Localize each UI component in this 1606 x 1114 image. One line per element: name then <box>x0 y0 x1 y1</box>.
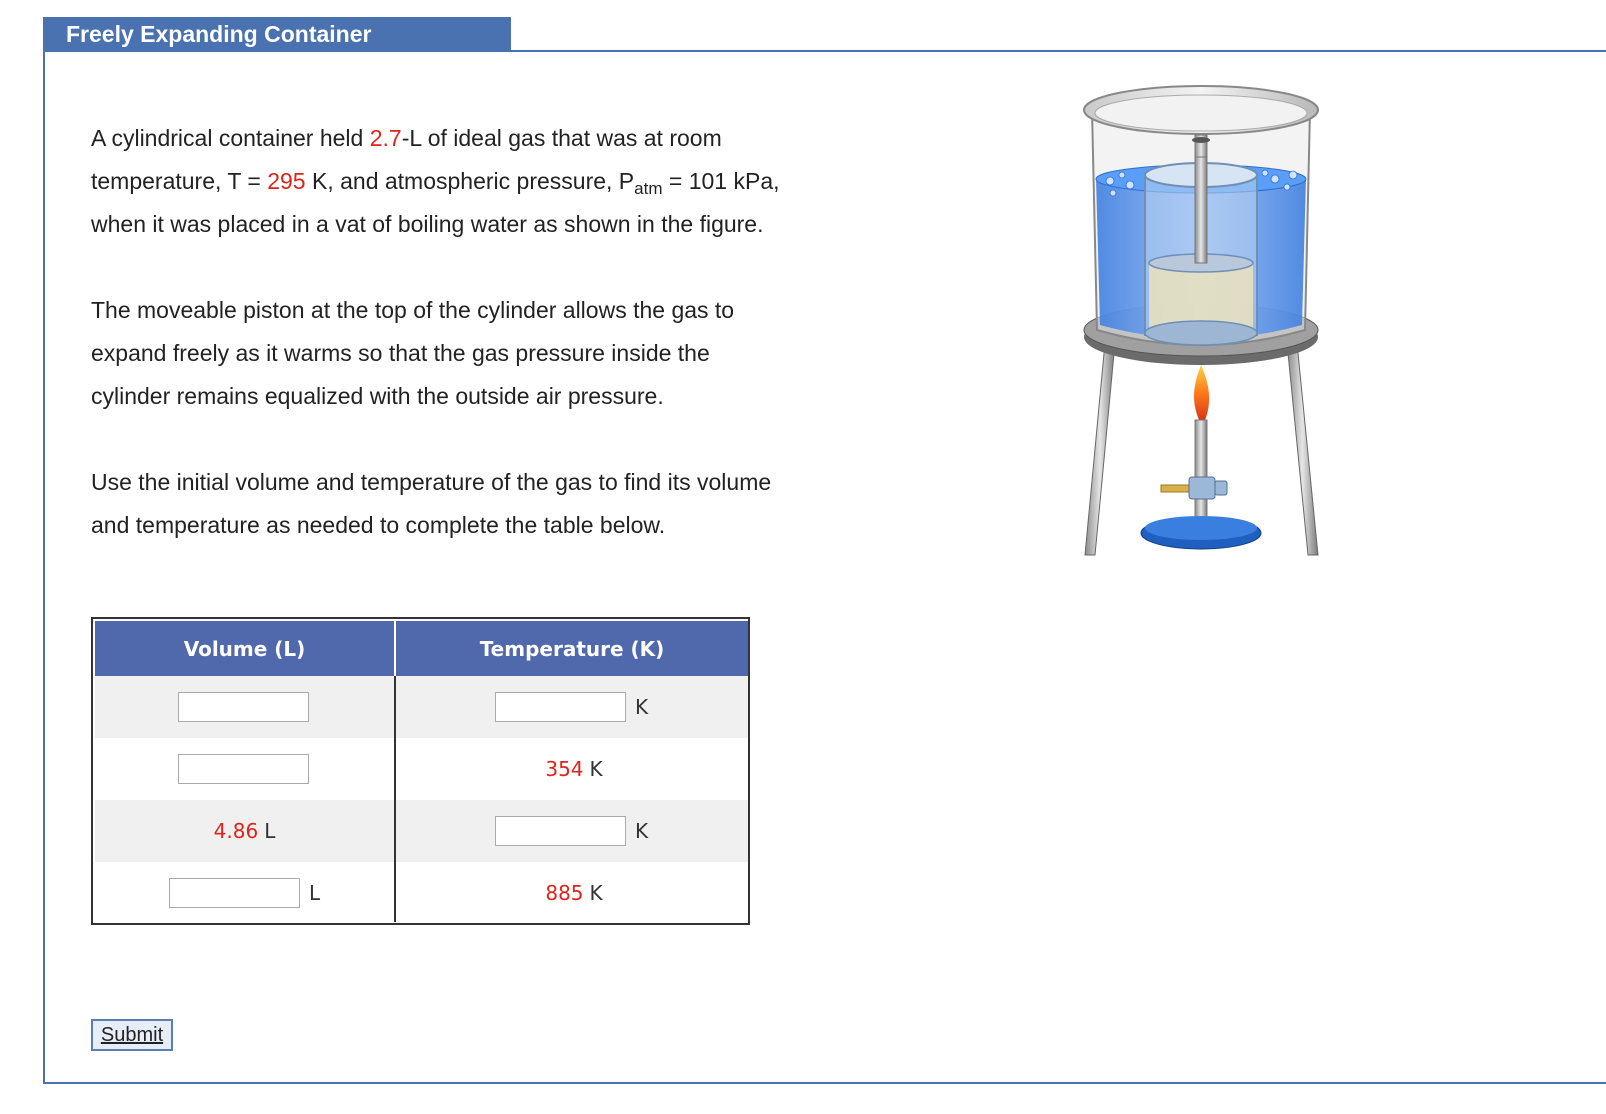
given-temperature-value: 885 <box>545 881 584 905</box>
volume-cell <box>178 676 309 738</box>
given-volume-value: 4.86 <box>213 819 259 843</box>
temperature-cell <box>495 800 648 862</box>
tripod-leg-right <box>1287 343 1318 555</box>
header-volume: Volume (L) <box>95 621 394 676</box>
intro-paragraph-1 <box>91 117 831 246</box>
panel-title: Freely Expanding Container <box>66 21 372 47</box>
volume-input[interactable] <box>178 754 309 784</box>
flame <box>1194 365 1209 420</box>
volume-cell <box>95 800 394 862</box>
temperature-input[interactable] <box>495 692 626 722</box>
volume-input[interactable] <box>178 692 309 722</box>
vat-rim-inner <box>1095 95 1307 131</box>
panel-title-tab <box>43 17 511 51</box>
valve-knob <box>1215 481 1227 495</box>
table-row <box>95 862 748 924</box>
temperature-cell <box>398 862 750 924</box>
text-run: -L of ideal gas that was at room temperature, T = <box>91 125 722 194</box>
burner-tube <box>1195 420 1207 520</box>
submit-button[interactable]: Submit <box>91 1019 173 1051</box>
intro-paragraph-3: Use the initial volume and temperature of the gas to find its volume and temperature as needed to complete the table below. <box>91 469 772 538</box>
tripod-leg-left <box>1085 343 1115 555</box>
unit-label: L <box>264 819 276 843</box>
unit-label: K <box>589 757 603 781</box>
given-volume: 2.7 <box>369 125 402 151</box>
temperature-cell <box>398 738 750 800</box>
cylinder-base <box>1145 321 1257 345</box>
table-row <box>95 738 748 800</box>
table-row <box>95 676 748 738</box>
unit-label: K <box>635 819 649 843</box>
table-row <box>95 800 748 862</box>
unit-label: K <box>589 881 603 905</box>
volume-input[interactable] <box>169 878 300 908</box>
text-run: = 101 kPa, when it was placed in a vat of boiling water as shown in the figure. <box>91 168 780 237</box>
intro-paragraph-2: The moveable piston at the top of the cylinder allows the gas to expand freely as it warms so that the gas pressure inside the cylinder remains equalized with the outside air pressure. <box>91 297 735 409</box>
text-run: A cylindrical container held <box>91 125 370 151</box>
given-temperature: 295 <box>267 168 306 194</box>
column-divider <box>394 676 396 922</box>
volume-cell <box>178 738 309 800</box>
unit-label: L <box>309 881 321 905</box>
subscript-atm: atm <box>634 179 663 198</box>
volume-cell <box>169 862 320 924</box>
temperature-cell <box>495 676 648 738</box>
given-temperature-value: 354 <box>545 757 584 781</box>
header-temperature: Temperature (K) <box>396 621 748 676</box>
burner-base-top <box>1145 516 1257 540</box>
volume-temperature-table <box>91 617 750 925</box>
air-valve <box>1189 477 1215 499</box>
piston-rod-cap <box>1192 137 1210 143</box>
unit-label: K <box>635 695 649 719</box>
piston-rod <box>1195 155 1207 263</box>
text-run: K, and atmospheric pressure, P <box>305 168 635 194</box>
temperature-input[interactable] <box>495 816 626 846</box>
boiling-water-vat-figure <box>1075 75 1327 561</box>
